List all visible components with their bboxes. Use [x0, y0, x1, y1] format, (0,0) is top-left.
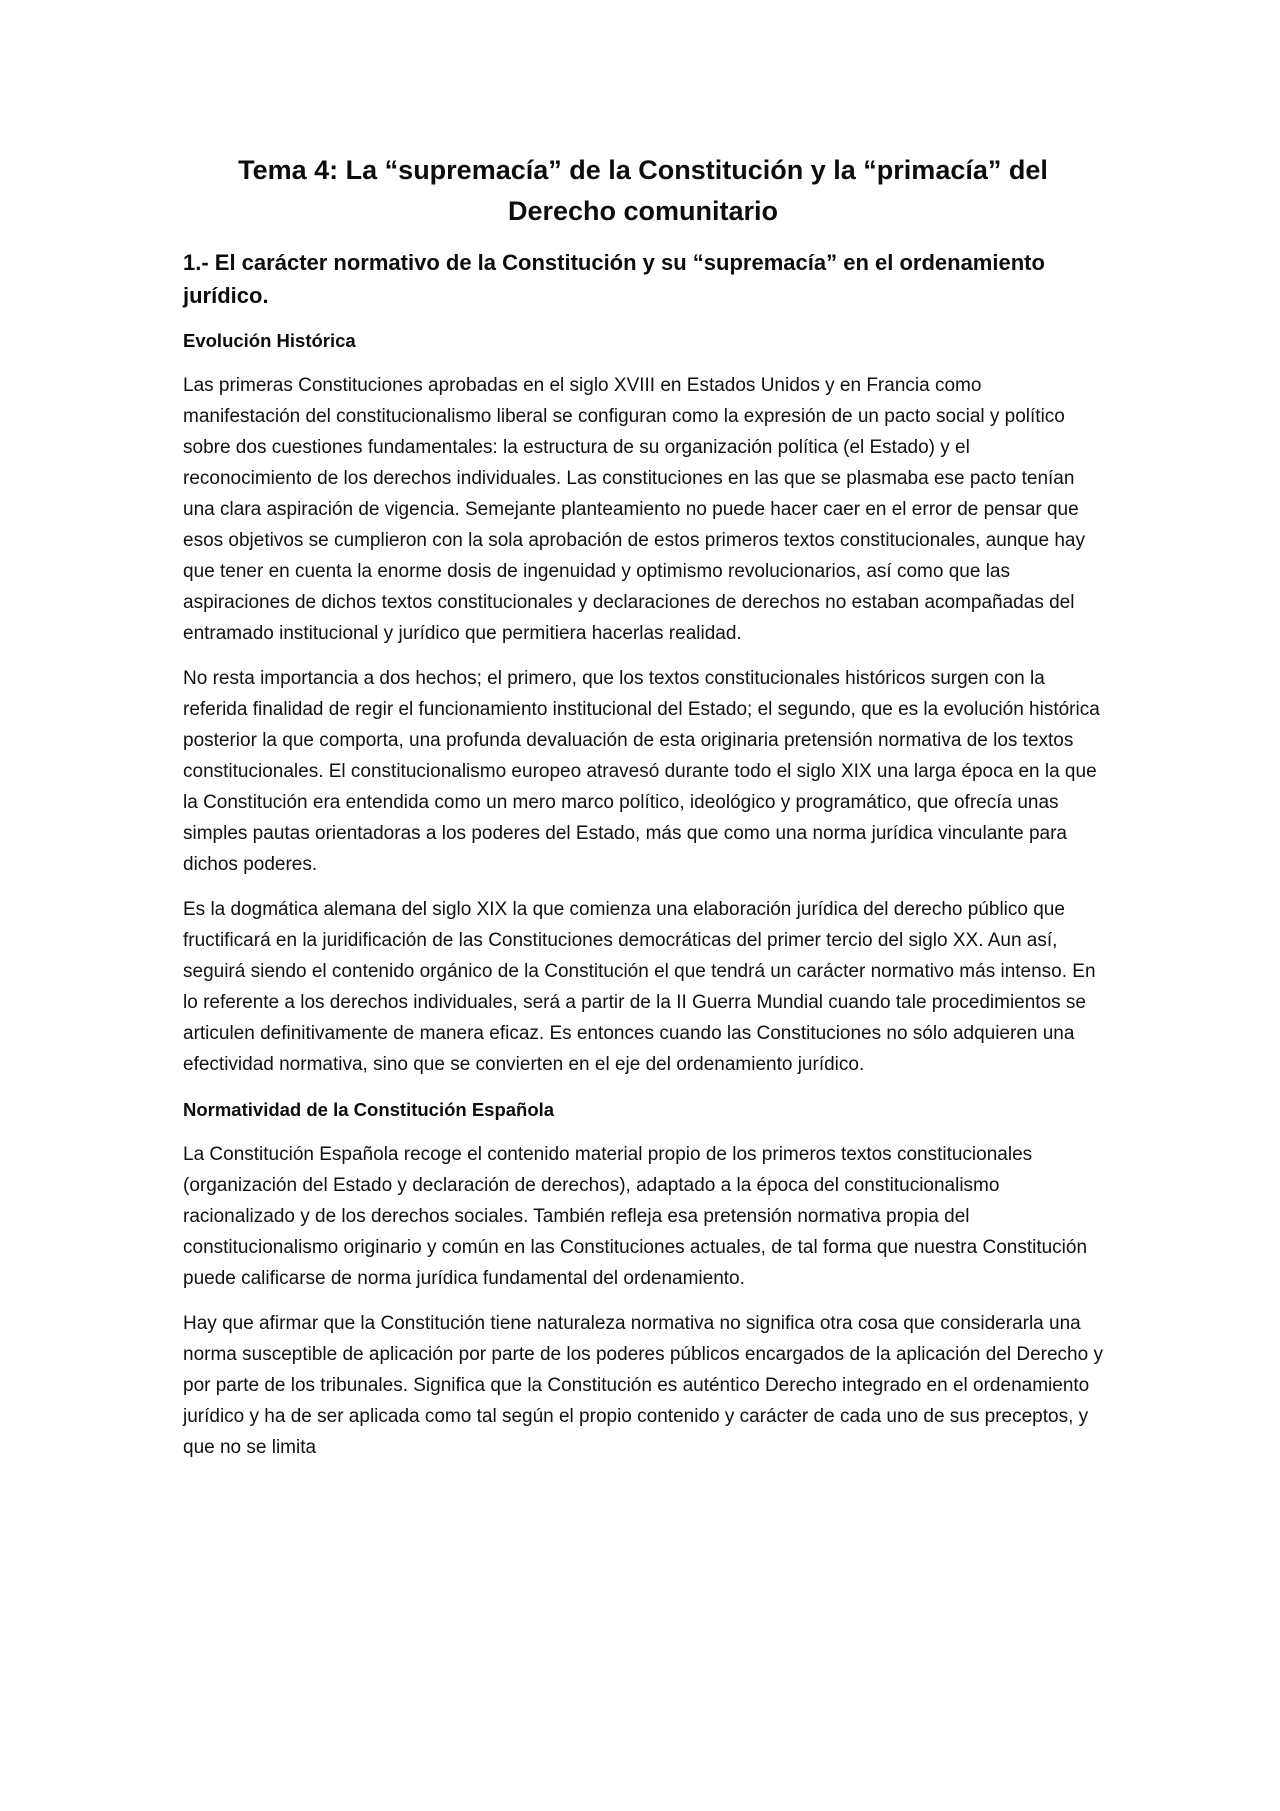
document-page [183, 150, 1103, 1477]
subsection-heading-evolucion: Evolución Histórica [183, 330, 356, 351]
paragraph: Hay que afirmar que la Constitución tiene naturaleza normativa no significa otra cosa que considerarla una norma susceptible de aplicación por parte de los poderes públicos encargados de la aplicación del Derecho y por parte de los tribunales. Significa que la Constitución es auténtico Derecho integrado en el ordenamiento jurídico y ha de ser aplicada como tal según el propio contenido y carácter de cada uno de sus preceptos, y que no se limita [183, 1313, 1103, 1458]
subsection-heading-normatividad: Normatividad de la Constitución Española [183, 1099, 555, 1120]
paragraph: Es la dogmática alemana del siglo XIX la que comienza una elaboración jurídica del derecho público que fructificará en la juridificación de las Constituciones democráticas del primer tercio del siglo XX. Aun así, seguirá siendo el contenido orgánico de la Constitución el que tendrá un carácter normativo más intenso. En lo referente a los derechos individuales, será a partir de la II Guerra Mundial cuando tale procedimientos se articulen definitivamente de manera eficaz. Es entonces cuando las Constituciones no sólo adquieren una efectividad normativa, sino que se convierten en el eje del ordenamiento jurídico. [183, 899, 1096, 1075]
section-heading: 1.- El carácter normativo de la Constitución y su “supremacía” en el ordenamiento jurídico. [183, 250, 1045, 308]
document-title: Tema 4: La “supremacía” de la Constitución y la “primacía” del Derecho comunitario [238, 155, 1048, 226]
paragraph: La Constitución Española recoge el contenido material propio de los primeros textos constitucionales (organización del Estado y declaración de derechos), adaptado a la época del constitucionalismo racionalizado y de los derechos sociales. También refleja esa pretensión normativa propia del constitucionalismo originario y común en las Constituciones actuales, de tal forma que nuestra Constitución puede calificarse de norma jurídica fundamental del ordenamiento. [183, 1144, 1088, 1289]
paragraph: Las primeras Constituciones aprobadas en el siglo XVIII en Estados Unidos y en Francia como manifestación del constitucionalismo liberal se configuran como la expresión de un pacto social y político sobre dos cuestiones fundamentales: la estructura de su organización política (el Estado) y el reconocimiento de los derechos individuales. Las constituciones en las que se plasmaba ese pacto tenían una clara aspiración de vigencia. Semejante planteamiento no puede hacer caer en el error de pensar que esos objetivos se cumplieron con la sola aprobación de estos primeros textos constitucionales, aunque hay que tener en cuenta la enorme dosis de ingenuidad y optimismo revolucionarios, así como que las aspiraciones de dichos textos constitucionales y declaraciones de derechos no estaban acompañadas del entramado institucional y jurídico que permitiera hacerlas realidad. [183, 375, 1085, 644]
paragraph: No resta importancia a dos hechos; el primero, que los textos constitucionales históricos surgen con la referida finalidad de regir el funcionamiento institucional del Estado; el segundo, que es la evolución histórica posterior la que comporta, una profunda devaluación de esta originaria pretensión normativa de los textos constitucionales. El constitucionalismo europeo atravesó durante todo el siglo XIX una larga época en la que la Constitución era entendida como un mero marco político, ideológico y programático, que ofrecía unas simples pautas orientadoras a los poderes del Estado, más que como una norma jurídica vinculante para dichos poderes. [183, 668, 1100, 875]
